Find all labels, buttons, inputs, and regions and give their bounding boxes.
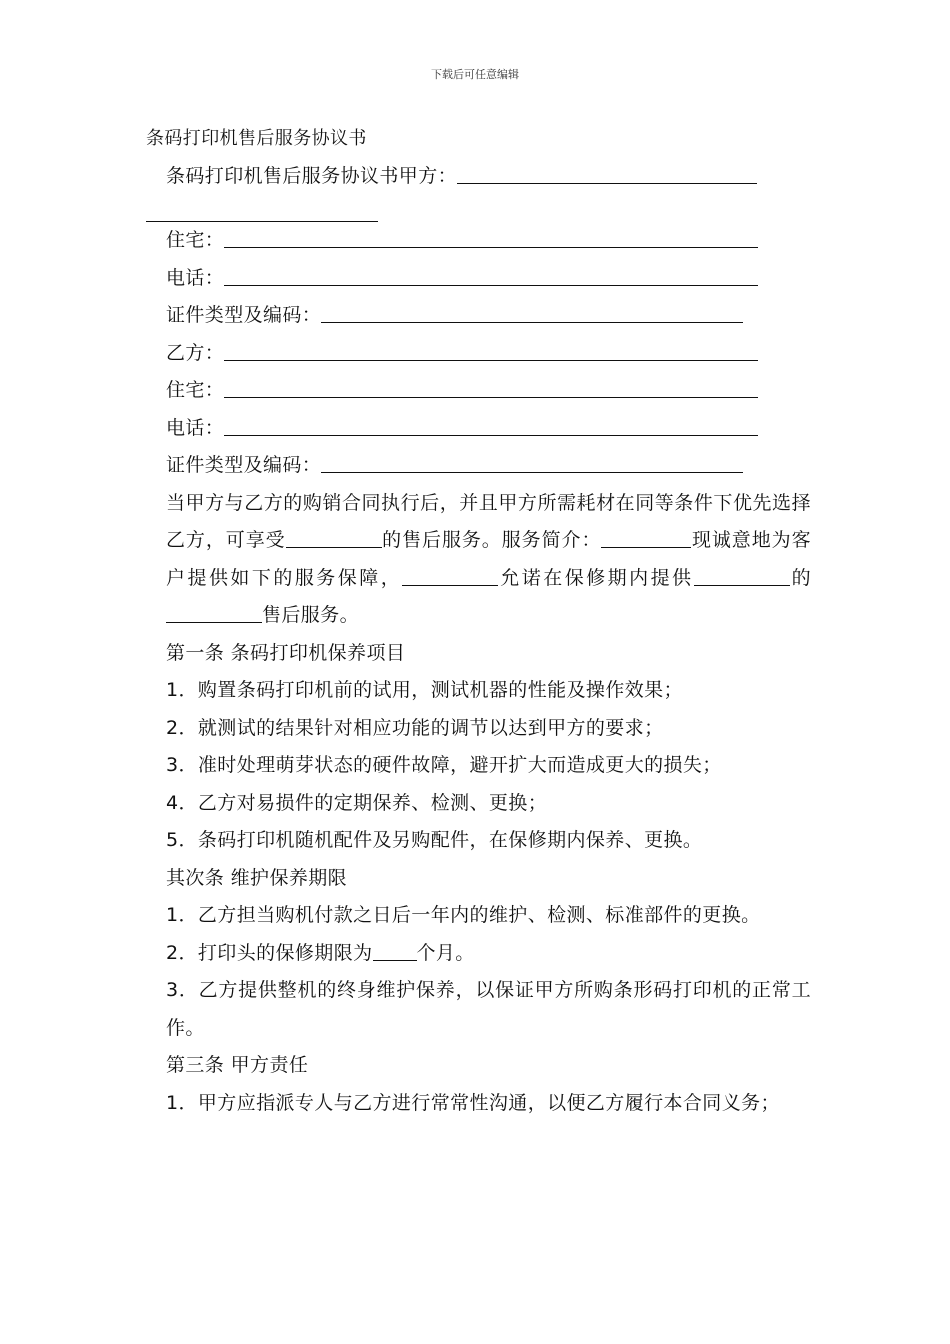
intro-blank [402,565,498,586]
article-1-item: 2．就测试的结果针对相应功能的调节以达到甲方的要求； [166,716,664,739]
article-2-item: 3．乙方提供整机的终身维护保养，以保证甲方所购条形码打印机的正常工作。 [166,979,811,1039]
field-a-phone [146,260,811,298]
article-2-item-text: 个月。 [416,941,475,964]
intro-text: 当甲方与乙方的购销合同执行后，并且甲方所需耗材在同等条件下优先选择乙方，可享受 [166,491,811,551]
intro-text: 允诺在保修期内提供 [498,566,694,589]
intro-text: 的售后服务。服务简介： [381,529,602,551]
months-blank [373,940,417,961]
intro-text: 现诚意地为客户提供如下的服务保障， [166,529,812,589]
field-a-address [146,222,811,260]
field-label: 住宅： [166,229,225,251]
document-title: 条码打印机售后服务协议书 [146,128,367,149]
intro-paragraph [146,485,811,635]
field-label: 电话： [166,266,225,289]
article-1-item: 3．准时处理萌芽状态的硬件故障，避开扩大而造成更大的损失； [166,754,722,776]
party-a-line [146,158,811,196]
field-b-phone [146,410,811,448]
intro-text: 的 [789,566,812,589]
field-b-id [146,447,811,485]
article-1-heading: 第一条 条码打印机保养项目 [166,641,406,664]
field-blank [224,227,758,248]
party-a-blank-continued [146,195,378,222]
field-b-address [146,372,811,410]
article-1-item: 4．乙方对易损件的定期保养、检测、更换； [166,791,548,814]
article-2-heading: 其次条 维护保养期限 [166,866,348,889]
intro-blank [694,565,790,586]
field-blank [224,265,758,286]
intro-blank [166,602,262,623]
article-2-item [146,935,811,973]
field-label: 证件类型及编码： [166,454,322,476]
field-label: 住宅： [166,379,225,401]
document-body [146,120,811,1122]
article-2-item: 1．乙方担当购机付款之日后一年内的维护、检测、标准部件的更换。 [166,904,761,926]
party-b-blank [224,340,758,361]
field-blank [224,377,758,398]
field-a-id [146,297,811,335]
article-3-heading: 第三条 甲方责任 [166,1054,309,1076]
field-label: 电话： [166,416,225,439]
article-3-item: 1．甲方应指派专人与乙方进行常常性沟通，以便乙方履行本合同义务； [166,1091,780,1114]
intro-text: 售后服务。 [262,604,360,626]
intro-blank [286,527,382,548]
intro-blank [601,527,691,548]
article-1-item: 5．条码打印机随机配件及另购配件，在保修期内保养、更换。 [166,829,703,851]
field-label: 证件类型及编码： [166,304,322,326]
field-blank [224,415,758,436]
page-header: 下载后可任意编辑 [431,68,519,81]
party-b-label: 乙方： [166,341,225,364]
party-a-blank [457,163,757,184]
article-1-item: 1．购置条码打印机前的试用，测试机器的性能及操作效果； [166,679,683,701]
party-b-line [146,335,811,373]
party-a-label: 条码打印机售后服务协议书甲方： [166,164,458,187]
field-blank [321,452,743,473]
article-2-item-text: 2．打印头的保修期限为 [166,941,373,964]
field-blank [321,302,743,323]
